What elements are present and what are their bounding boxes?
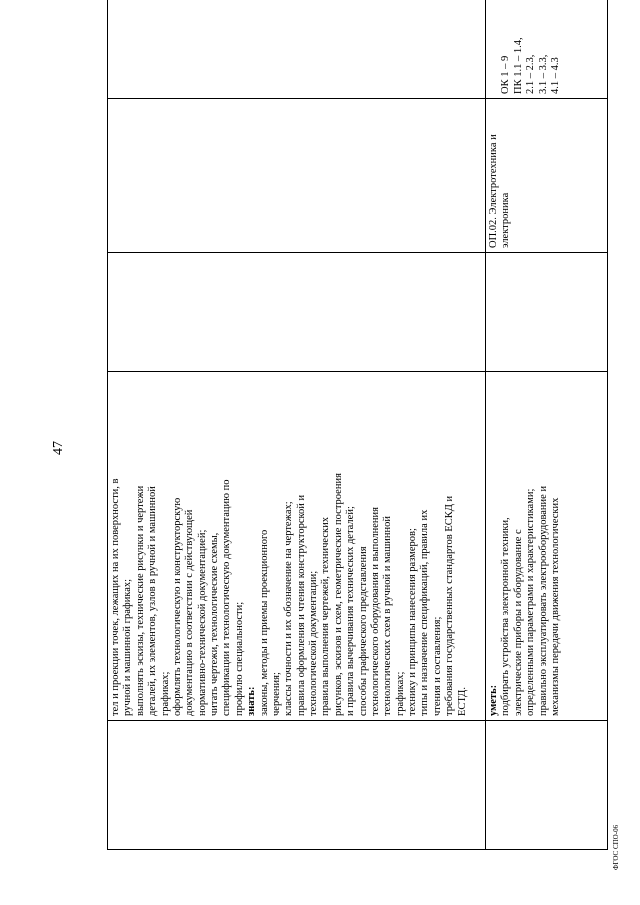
skills-text xyxy=(488,376,562,716)
text-line: подбирать устройства электронной техники, xyxy=(500,517,512,716)
page-number: 47 xyxy=(51,441,66,455)
cell-empty xyxy=(108,253,486,372)
competency-codes: ОК 1 – 9 ПК 1.1 – 1.4, 2.1 – 2.3, 3.1 – 3.3, 4.1 – 4.3 xyxy=(500,37,561,94)
table-row xyxy=(486,0,608,850)
cell-empty xyxy=(486,721,608,850)
text-line: выполнять эскизы, технические рисунки и чертежи xyxy=(134,485,146,716)
text-line: рисунков, эскизов и схем, геометрические построения xyxy=(332,473,344,716)
cell-empty xyxy=(486,253,608,372)
text-line: деталей, их элементов, узлов в ручной и машинной xyxy=(147,486,159,716)
text-line: классы точности и их обозначение на чертежах; xyxy=(283,501,295,716)
rotated-table xyxy=(107,30,607,850)
cell-empty xyxy=(108,721,486,850)
text-line: знать: xyxy=(246,686,258,716)
text-line: графиках; xyxy=(159,671,171,716)
discipline-cell xyxy=(486,99,608,253)
text-line: профилю специальности; xyxy=(233,601,245,716)
text-line: правильно эксплуатировать электрооборудование и xyxy=(537,485,549,716)
cell-empty xyxy=(108,0,486,99)
text-line: нормативно-технической документацией; xyxy=(196,529,208,716)
text-line: черчения; xyxy=(270,672,282,716)
text-line: и правила вычерчивания технических деталей; xyxy=(345,506,357,716)
text-line: законы, методы и приемы проекционного xyxy=(258,529,270,716)
text-line: ЕСТД. xyxy=(456,687,468,716)
text-line: механизмы передачи движения технологических xyxy=(549,497,561,716)
cell-empty xyxy=(108,99,486,253)
discipline-name: ОП.02. Электротехника и электроника xyxy=(488,134,512,248)
text-line: технологических схем в ручной и машинной xyxy=(382,515,394,716)
text-line: правила выполнения чертежей, технических xyxy=(320,517,332,716)
text-line: чтения и составления; xyxy=(431,616,443,716)
competencies-cell xyxy=(486,0,608,99)
text-line: требования государственных стандартов ЕСКД и xyxy=(444,495,456,716)
footer-text: ФГОС СПО-06 xyxy=(612,824,620,870)
competency-table xyxy=(107,0,608,850)
text-line: читать чертежи, технологические схемы, xyxy=(209,532,220,716)
skills-text xyxy=(110,376,469,716)
text-line: определенными параметрами и характеристиками; xyxy=(525,488,537,716)
text-line: технику и принципы нанесения размеров; xyxy=(407,528,418,716)
text-line: документацию в соответствии с действующей xyxy=(184,509,196,716)
text-line: спецификации и технологическую документацию по xyxy=(221,479,233,716)
skills-knowledge-cell xyxy=(486,372,608,721)
table-row xyxy=(108,0,486,850)
text-line: способы графического представления xyxy=(357,546,369,716)
text-line: технологической документации; xyxy=(308,570,319,716)
text-line: ручной и машинной графиках; xyxy=(122,578,134,716)
text-line: оформлять технологическую и конструкторскую xyxy=(171,497,183,716)
text-line: уметь: xyxy=(488,684,499,716)
text-line: тел и проекции точек, лежащих на их поверхности, в xyxy=(110,478,121,716)
text-line: типы и назначение спецификаций, правила их xyxy=(419,509,431,716)
skills-knowledge-cell xyxy=(108,372,486,721)
text-line: электрические приборы и оборудование с xyxy=(512,529,524,716)
text-line: графиках; xyxy=(394,671,406,716)
text-line: правила оформления и чтения конструкторской и xyxy=(295,494,307,716)
text-line: технологического оборудования и выполнения xyxy=(369,507,381,716)
